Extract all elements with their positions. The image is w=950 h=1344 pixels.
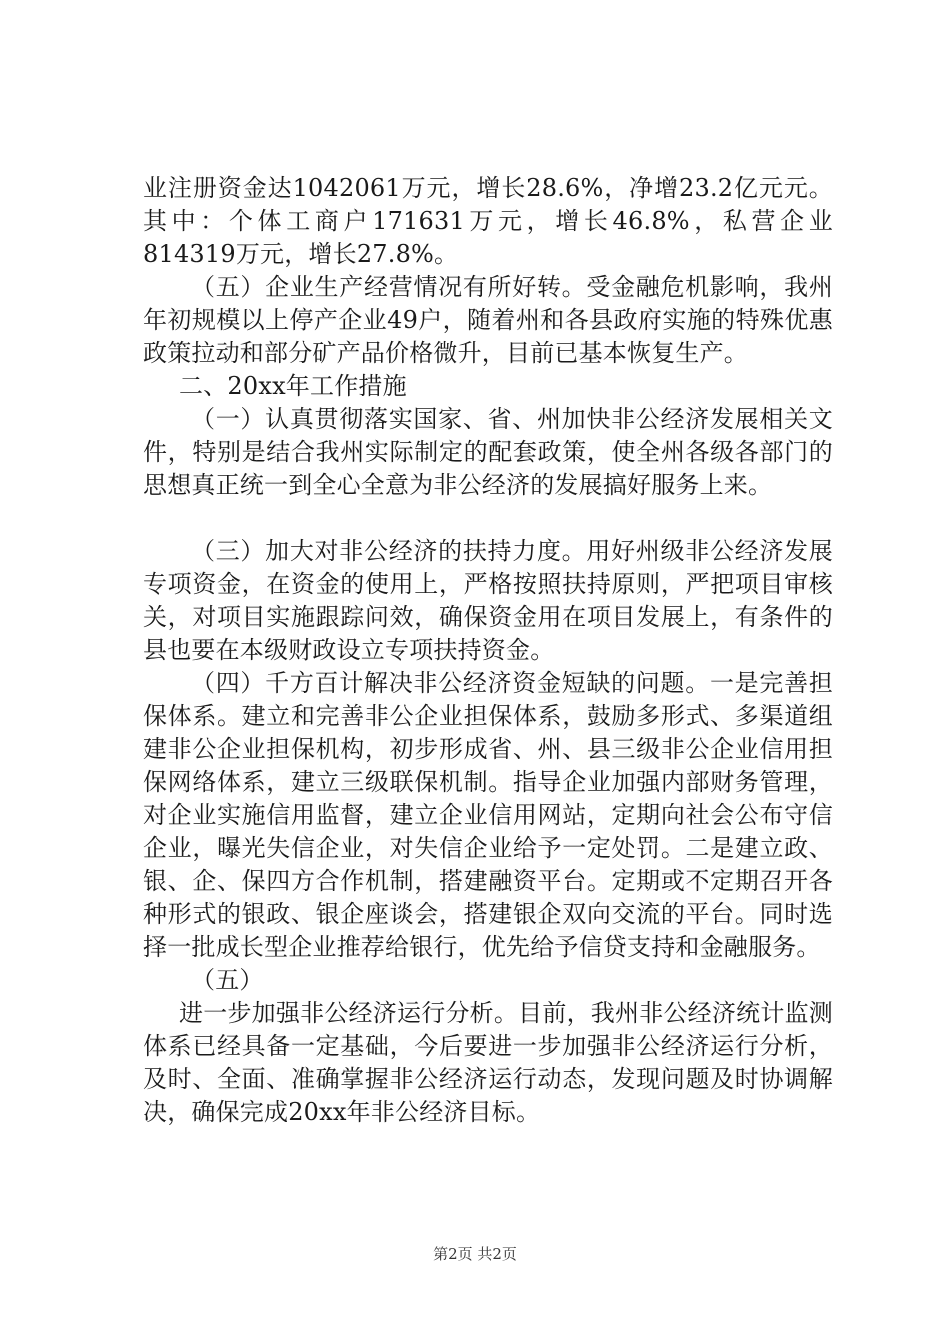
section-heading-work-measures: 二、20xx年工作措施	[179, 372, 407, 400]
paragraph-measure-four: （四）千方百计解决非公经济资金短缺的问题。一是完善担保体系。建立和完善非公企业担保体系，鼓励多形式、多渠道组建非公企业担保机构，初步形成省、州、县三级非公企业信用担保网络体系，建立三级联保机制。指导企业加强内部财务管理，对企业实施信用监督，建立企业信用网站，定期向社会公布守信企业，曝光失信企业，对失信企业给予一定处罚。二是建立政、银、企、保四方合作机制，搭建融资平台。定期或不定期召开各种形式的银政、银企座谈会，搭建银企双向交流的平台。同时选择一批成长型企业推荐给银行，优先给予信贷支持和金融服务。	[143, 669, 833, 961]
paragraph-measure-three: （三）加大对非公经济的扶持力度。用好州级非公经济发展专项资金，在资金的使用上，严格按照扶持原则，严把项目审核关，对项目实施跟踪问效，确保资金用在项目发展上，有条件的县也要在本级财政设立专项扶持资金。	[143, 537, 833, 664]
paragraph-measure-five-label: （五）	[191, 966, 264, 994]
paragraph-registered-capital: 业注册资金达1042061万元，增长28.6%，净增23.2亿元元。其中：个体工商户171631万元，增长46.8%，私营企业814319万元，增长27.8%。	[143, 174, 833, 268]
paragraph-measure-one: （一）认真贯彻落实国家、省、州加快非公经济发展相关文件，特别是结合我州实际制定的配套政策，使全州各级各部门的思想真正统一到全心全意为非公经济的发展搞好服务上来。	[143, 405, 833, 499]
page-footer: 第2页 共2页	[433, 1245, 517, 1263]
paragraph-measure-five: 进一步加强非公经济运行分析。目前，我州非公经济统计监测体系已经具备一定基础，今后要进一步加强非公经济运行分析，及时、全面、准确掌握非公经济运行动态，发现问题及时协调解决，确保完成20xx年非公经济目标。	[143, 999, 833, 1126]
document-body	[143, 172, 833, 1129]
paragraph-enterprise-production: （五）企业生产经营情况有所好转。受金融危机影响，我州年初规模以上停产企业49户，随着州和各县政府实施的特殊优惠政策拉动和部分矿产品价格微升，目前已基本恢复生产。	[143, 273, 833, 367]
